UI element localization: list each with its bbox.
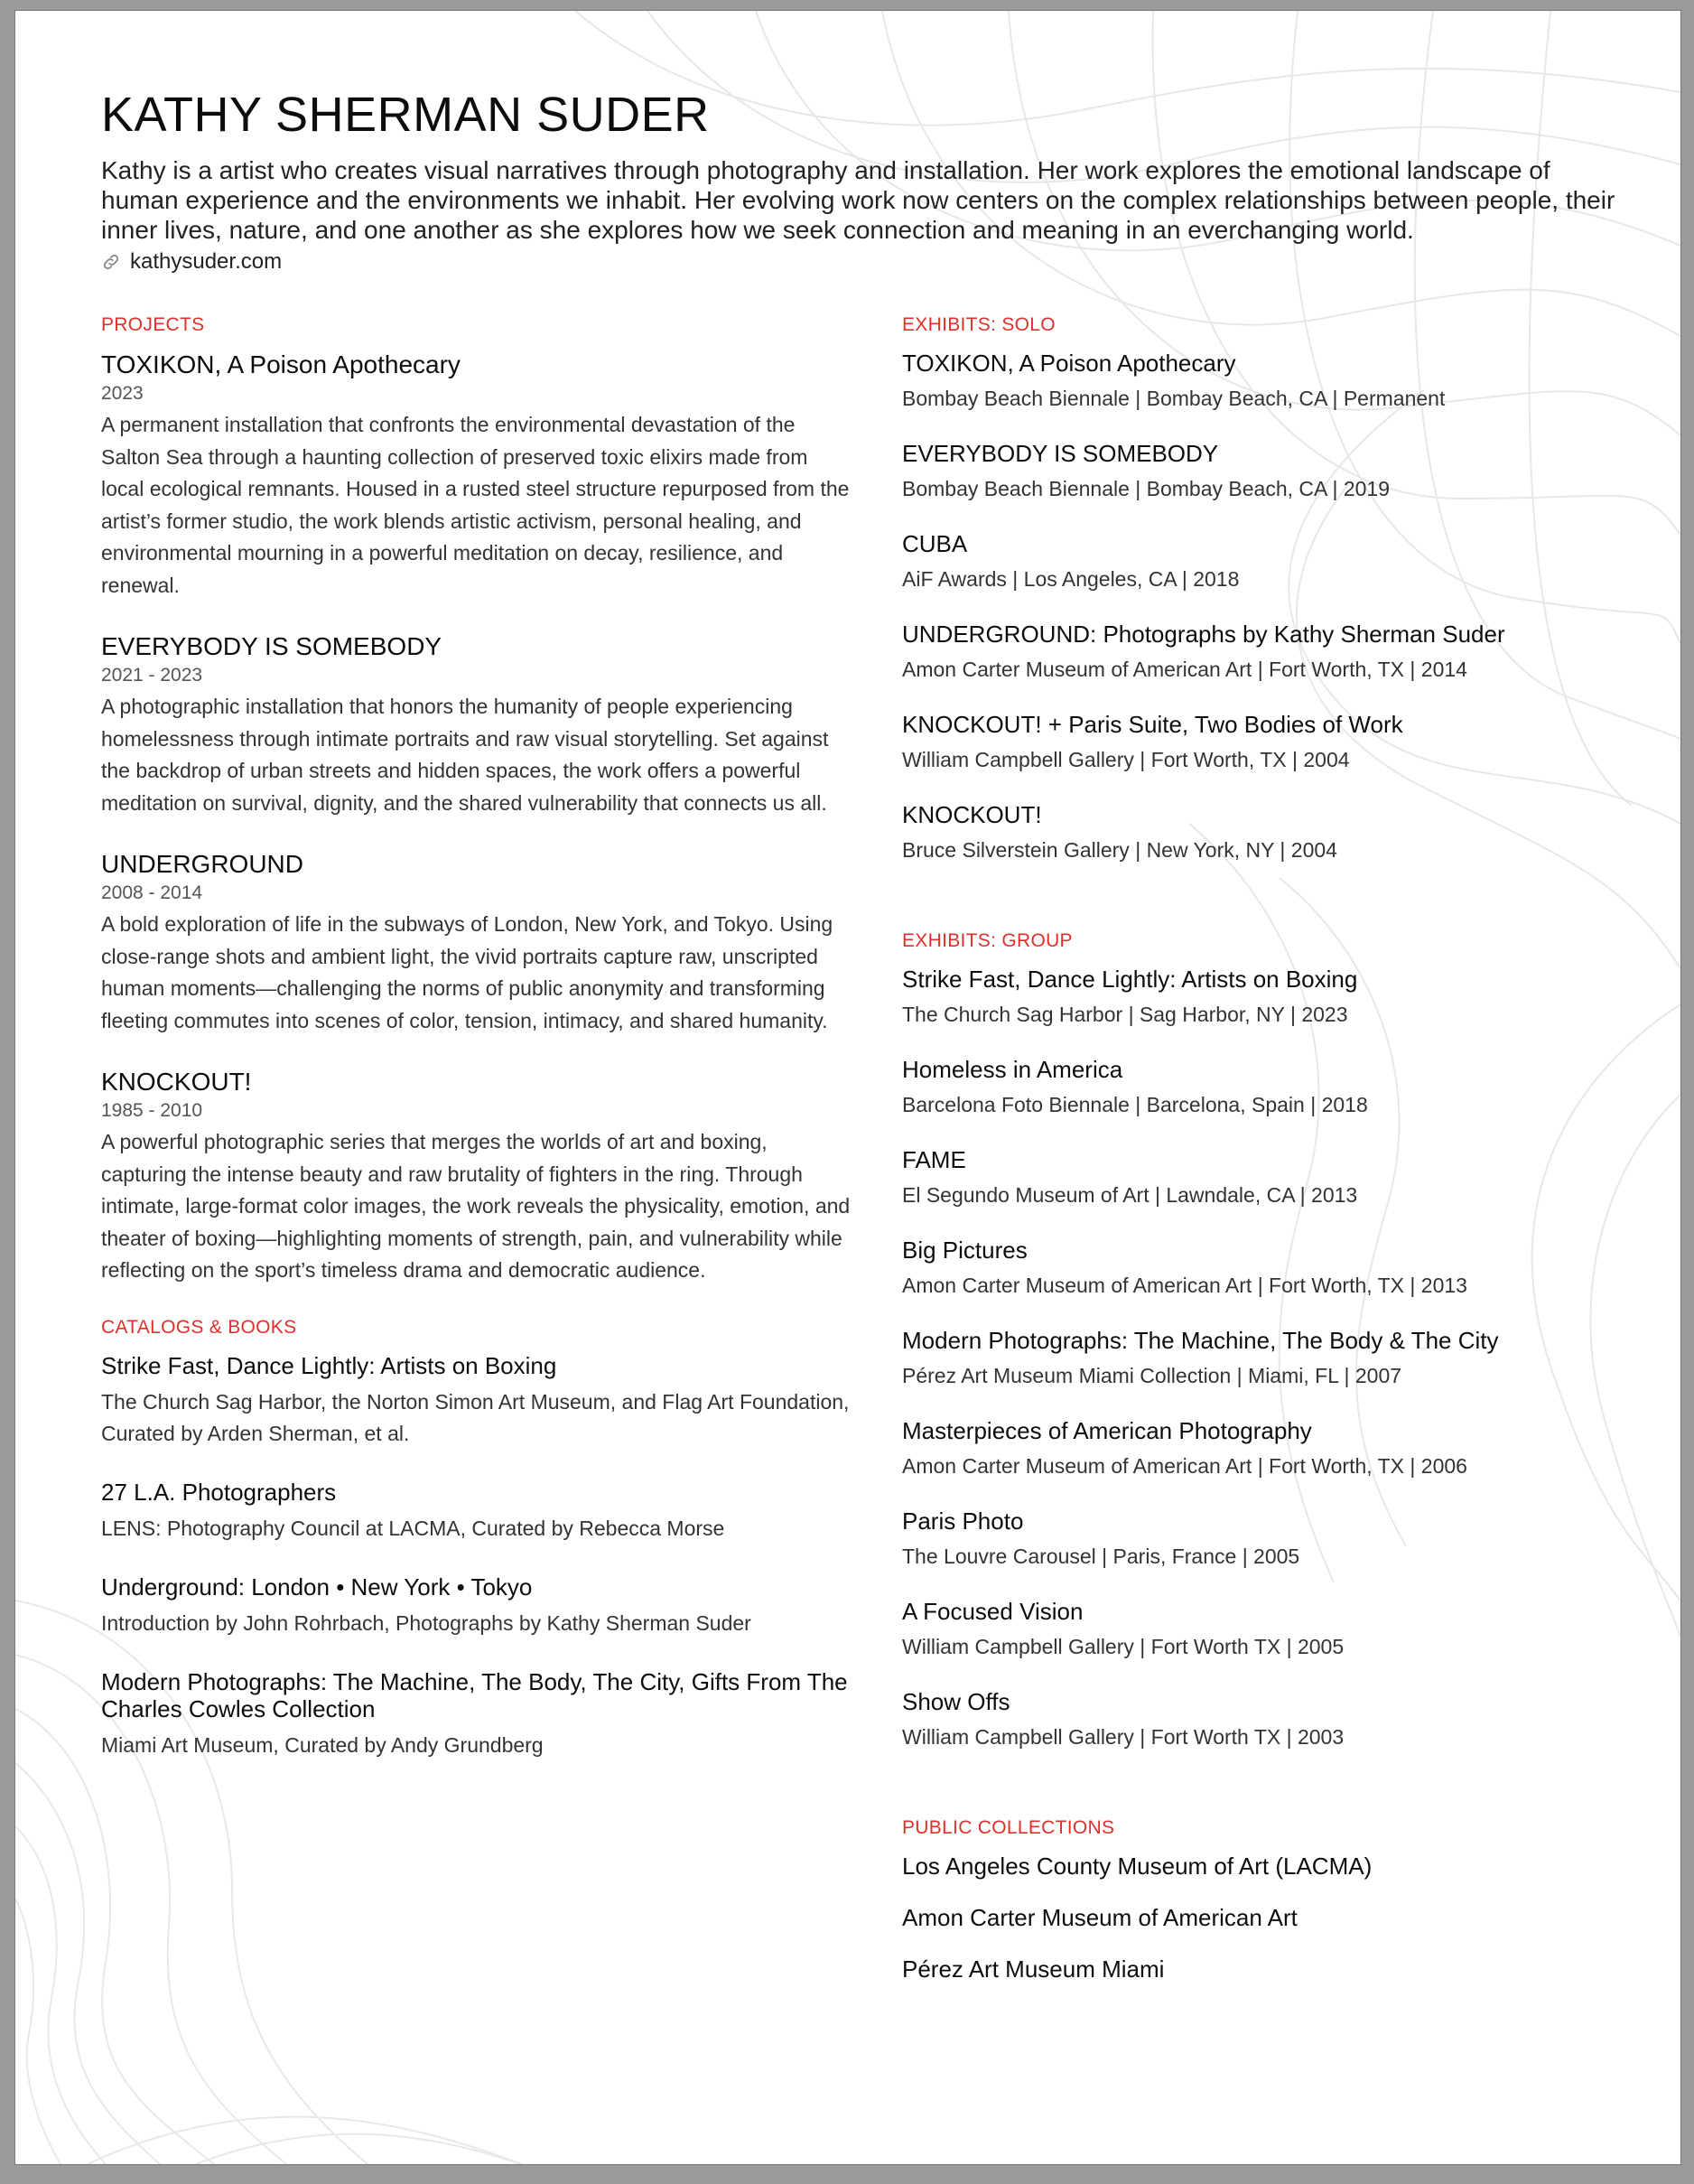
exhibit-meta: Amon Carter Museum of American Art | Fort Worth, TX | 2013 (902, 1274, 1467, 1297)
exhibit-title: KNOCKOUT! + Paris Suite, Two Bodies of Work (902, 711, 1403, 738)
artist-name: KATHY SHERMAN SUDER (101, 88, 710, 142)
solo-exhibit-item (902, 440, 1606, 503)
group-exhibit-item (902, 1146, 1606, 1209)
solo-exhibit-item (902, 711, 1606, 774)
exhibit-meta: Amon Carter Museum of American Art | Fort Worth, TX | 2014 (902, 658, 1467, 681)
solo-exhibit-item (902, 801, 1606, 864)
catalog-item (101, 1668, 851, 1761)
section-spacer (902, 1778, 1606, 1817)
catalog-description: Miami Art Museum, Curated by Andy Grundberg (101, 1732, 544, 1757)
catalog-title: Underground: London • New York • Tokyo (101, 1573, 533, 1601)
exhibit-title: A Focused Vision (902, 1598, 1084, 1625)
project-years: 1985 - 2010 (101, 1100, 203, 1121)
left-column (101, 314, 851, 1790)
solo-exhibit-item (902, 530, 1606, 593)
exhibits-solo-heading: EXHIBITS: SOLO (902, 314, 1056, 335)
exhibit-meta: Bombay Beach Biennale | Bombay Beach, CA | 2019 (902, 477, 1391, 500)
project-years: 2008 - 2014 (101, 882, 203, 903)
catalog-description: The Church Sag Harbor, the Norton Simon Art Museum, and Flag Art Foundation, Curated by Arden Sherman, et al. (101, 1389, 850, 1445)
resume-page (15, 11, 1680, 2164)
group-exhibit-item (902, 1507, 1606, 1571)
project-item (101, 350, 851, 602)
project-years: 2023 (101, 383, 144, 404)
project-title: EVERYBODY IS SOMEBODY (101, 632, 442, 660)
group-exhibit-item (902, 1598, 1606, 1661)
project-item (101, 849, 851, 1037)
exhibit-meta: Barcelona Foto Biennale | Barcelona, Spain | 2018 (902, 1093, 1368, 1116)
project-item (101, 1067, 851, 1287)
exhibit-meta: Bruce Silverstein Gallery | New York, NY | 2004 (902, 838, 1337, 862)
project-description: A powerful photographic series that merges the worlds of art and boxing, capturing the intense beauty and raw brutality of fighters in the ring. Through intimate, large-format color images, the work reveals the physicality, emotion, and theater of boxing—highlighting moments of strength, pain, and vulnerability while reflecting on the sport’s timeless drama and democratic audience. (101, 1130, 851, 1282)
project-description: A permanent installation that confronts the environmental devastation of the Salton Sea through a haunting collection of preserved toxic elixirs made from local ecological remnants. Housed in a rusted steel structure repurposed from the artist’s former studio, the work blends artistic activism, personal healing, and environmental mourning in a powerful meditation on decay, resilience, and renewal. (101, 413, 850, 597)
group-exhibit-item (902, 1056, 1606, 1119)
project-years: 2021 - 2023 (101, 665, 203, 686)
group-exhibit-item (902, 1237, 1606, 1300)
catalogs-heading: CATALOGS & BOOKS (101, 1316, 297, 1338)
public-collections-heading: PUBLIC COLLECTIONS (902, 1817, 1115, 1838)
exhibit-title: FAME (902, 1146, 966, 1173)
catalog-title: Strike Fast, Dance Lightly: Artists on Boxing (101, 1351, 557, 1379)
exhibit-title: Strike Fast, Dance Lightly: Artists on Boxing (902, 966, 1358, 993)
solo-exhibit-item (902, 350, 1606, 413)
exhibit-title: KNOCKOUT! (902, 801, 1042, 828)
project-description: A bold exploration of life in the subways of London, New York, and Tokyo. Using close-range shots and ambient light, the vivid portraits capture raw, unscripted human moments—challenging the norms of public anonymity and transforming fleeting commutes into scenes of color, tension, intimacy, and shared humanity. (101, 912, 833, 1032)
project-title: KNOCKOUT! (101, 1068, 252, 1096)
exhibit-meta: Pérez Art Museum Miami Collection | Miami, FL | 2007 (902, 1364, 1402, 1387)
exhibit-title: Big Pictures (902, 1237, 1028, 1264)
project-description: A photographic installation that honors the humanity of people experiencing homelessness through intimate portraits and raw visual storytelling. Set against the backdrop of urban streets and hidden spaces, the work offers a powerful meditation on survival, dignity, and the shared vulnerability that connects us all. (101, 695, 829, 815)
projects-heading: PROJECTS (101, 314, 205, 335)
exhibit-title: Homeless in America (902, 1056, 1123, 1083)
catalog-title: Modern Photographs: The Machine, The Body, The City, Gifts From The Charles Cowles Collection (101, 1667, 848, 1722)
group-exhibit-item (902, 1417, 1606, 1480)
exhibit-meta: William Campbell Gallery | Fort Worth, TX | 2004 (902, 748, 1350, 771)
exhibit-title: Modern Photographs: The Machine, The Body & The City (902, 1327, 1499, 1354)
exhibit-meta: El Segundo Museum of Art | Lawndale, CA | 2013 (902, 1183, 1358, 1207)
exhibit-meta: William Campbell Gallery | Fort Worth TX | 2005 (902, 1635, 1345, 1658)
collection-item: Amon Carter Museum of American Art (902, 1904, 1298, 1931)
right-column (902, 314, 1606, 2007)
project-title: TOXIKON, A Poison Apothecary (101, 350, 461, 378)
link-icon (101, 252, 121, 272)
catalog-title: 27 L.A. Photographers (101, 1478, 337, 1506)
exhibit-title: Masterpieces of American Photography (902, 1417, 1312, 1444)
exhibit-meta: The Church Sag Harbor | Sag Harbor, NY | 2023 (902, 1003, 1348, 1026)
website-link[interactable]: kathysuder.com (130, 249, 283, 274)
exhibit-title: Show Offs (902, 1688, 1010, 1715)
collection-item: Pérez Art Museum Miami (902, 1955, 1165, 1983)
website[interactable] (101, 249, 282, 275)
exhibit-meta: Bombay Beach Biennale | Bombay Beach, CA | Permanent (902, 387, 1446, 410)
exhibit-meta: The Louvre Carousel | Paris, France | 2005 (902, 1545, 1300, 1568)
exhibits-group-heading: EXHIBITS: GROUP (902, 930, 1073, 951)
exhibit-title: UNDERGROUND: Photographs by Kathy Sherman Suder (902, 621, 1505, 648)
exhibit-title: Paris Photo (902, 1507, 1024, 1535)
exhibit-meta: Amon Carter Museum of American Art | Fort Worth, TX | 2006 (902, 1454, 1467, 1478)
exhibit-meta: William Campbell Gallery | Fort Worth TX | 2003 (902, 1725, 1345, 1749)
group-exhibit-item (902, 1688, 1606, 1751)
section-spacer (902, 891, 1606, 930)
exhibit-meta: AiF Awards | Los Angeles, CA | 2018 (902, 567, 1240, 591)
catalog-description: LENS: Photography Council at LACMA, Curated by Rebecca Morse (101, 1516, 725, 1540)
group-exhibit-item (902, 966, 1606, 1029)
catalog-description: Introduction by John Rohrbach, Photographs by Kathy Sherman Suder (101, 1610, 751, 1635)
project-title: UNDERGROUND (101, 850, 303, 878)
exhibit-title: TOXIKON, A Poison Apothecary (902, 350, 1236, 377)
catalog-item (101, 1352, 851, 1450)
solo-exhibit-item (902, 621, 1606, 684)
exhibit-title: EVERYBODY IS SOMEBODY (902, 440, 1219, 467)
collection-item: Los Angeles County Museum of Art (LACMA) (902, 1853, 1373, 1880)
project-item (101, 631, 851, 819)
exhibit-title: CUBA (902, 530, 968, 557)
group-exhibit-item (902, 1327, 1606, 1390)
catalogs-section (101, 1317, 851, 1761)
catalog-item (101, 1479, 851, 1545)
artist-intro: Kathy is a artist who creates visual narratives through photography and installation. Her work explores the emotional landscape of human experience and the environments we inhabit. Her evolving work now centers on the complex relationships between people, their inner lives, nature, and one another as she explores how we seek connection and meaning in an everchanging world. (101, 156, 1615, 244)
catalog-item (101, 1573, 851, 1639)
